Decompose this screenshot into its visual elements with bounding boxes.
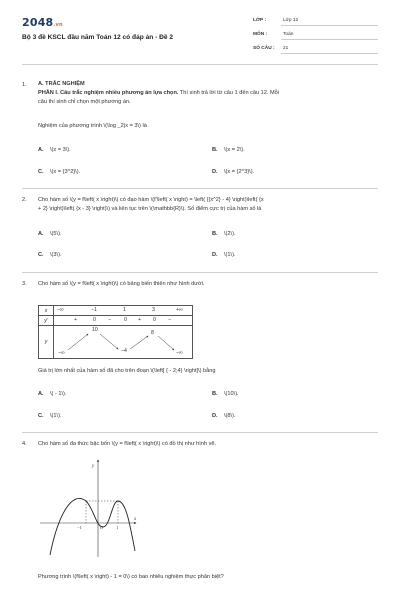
y-value: −4 [121, 348, 127, 354]
q1-option-b[interactable] [212, 147, 245, 153]
option-key: B. [212, 147, 218, 153]
site-logo[interactable] [22, 16, 63, 29]
question-1-number: 1. [22, 82, 27, 88]
var-table-x-label: x [39, 306, 54, 316]
question-2-line-1: Cho hàm số \(y = f\left( x \right)\) có đạo hàm \(f'\left( x \right) = \left( {{x^2} - 4} \right)\left( {x [38, 197, 264, 203]
x-value: 3 [152, 307, 155, 313]
var-table-x-row [54, 306, 193, 316]
question-4-number: 4. [22, 441, 27, 447]
arrow-up [68, 334, 88, 350]
q2-option-a[interactable] [38, 231, 62, 237]
option-text: \(x = {2^3}\). [224, 169, 255, 175]
option-text: \(1\). [224, 252, 236, 258]
sign-value: − [108, 317, 112, 323]
sign-value: + [74, 317, 78, 323]
divider-q3 [22, 432, 378, 433]
instructions-line-2: câu thí sinh chỉ chọn một phương án. [38, 99, 131, 105]
q2-option-d[interactable] [212, 252, 236, 258]
header-divider [22, 64, 378, 65]
question-4-line-2: Phương trình \(f\left( x \right) - 1 = 0\) có bao nhiêu nghiệm thực phân biệt? [38, 574, 224, 580]
q3-option-c[interactable] [38, 413, 62, 419]
q3-option-b[interactable] [212, 391, 239, 397]
divider-q2 [22, 272, 378, 273]
y-value: 8 [151, 330, 154, 336]
var-table-sign-row [54, 316, 193, 326]
question-2-line-2: + 2} \right)\left( {x - 3} \right)\) và liên tục trên \(\mathbb{R}\). Số điểm cực trị của hàm số là [38, 206, 262, 212]
x-value: +∞ [176, 307, 183, 313]
var-table-y-label: y [39, 326, 54, 359]
subject-underline [281, 39, 378, 40]
question-3-line-1: Cho hàm số \(y = f\left( x \right)\) có bảng biến thiên như hình dưới. [38, 281, 205, 287]
subject-label: MÔN : [253, 32, 268, 37]
option-text: \(10\). [224, 391, 239, 397]
function-curve [50, 498, 135, 555]
divider-q1 [22, 188, 378, 189]
instructions-line-1: Thí sinh trả lời từ câu 1 đến câu 12. Mỗi [178, 90, 280, 96]
y-value: 10 [92, 327, 98, 333]
option-text: \(x = 3\). [50, 147, 71, 153]
option-text: \(8\). [224, 413, 236, 419]
section-title: A. TRẮC NGHIỆM [38, 81, 85, 87]
sign-value: 0 [124, 317, 127, 323]
option-text: \(5\). [50, 231, 62, 237]
class-label: LỚP : [253, 18, 267, 23]
class-underline [281, 25, 378, 26]
option-text: \(2\). [224, 231, 236, 237]
option-key: D. [212, 252, 218, 258]
arrow-up [130, 336, 148, 349]
part-title: PHẦN I. Câu trắc nghiệm nhiều phương án lựa chọn. [38, 90, 179, 96]
option-key: B. [212, 391, 218, 397]
y-value: −∞ [58, 350, 65, 356]
option-text: \(x = {3^2}\). [50, 169, 81, 175]
x-value: −1 [91, 307, 97, 313]
x-axis-label: x [134, 517, 137, 522]
subject-value: Toán [283, 32, 294, 37]
part-instructions [38, 89, 378, 98]
option-key: B. [212, 231, 218, 237]
y-axis-label: y [92, 464, 95, 469]
q2-option-b[interactable] [212, 231, 236, 237]
sign-value: 0 [153, 317, 156, 323]
option-text: \(1\). [50, 413, 62, 419]
class-value: Lớp 12 [283, 18, 299, 23]
question-2-number: 2. [22, 197, 27, 203]
var-table-yp-label: y' [39, 316, 54, 326]
arrow-down [158, 336, 174, 350]
sign-value: + [138, 317, 142, 323]
tick-label-one: 1 [116, 525, 119, 530]
x-value: −∞ [57, 307, 64, 313]
q3-option-a[interactable] [38, 391, 66, 397]
q3-option-d[interactable] [212, 413, 236, 419]
option-key: A. [38, 147, 44, 153]
variation-table [38, 305, 193, 359]
origin-label: O [100, 525, 104, 530]
option-key: D. [212, 169, 218, 175]
option-text: \(3\). [50, 252, 62, 258]
question-3-line-2: Giá trị lớn nhất của hàm số đã cho trên đoạn \(\left[ { - 2;4} \right]\) bằng [38, 368, 216, 374]
y-value: −∞ [176, 350, 183, 356]
q1-option-c[interactable] [38, 169, 80, 175]
sign-value: 0 [93, 317, 96, 323]
option-text: \( - 1\). [50, 391, 67, 397]
option-key: C. [38, 252, 44, 258]
option-key: C. [38, 413, 44, 419]
option-key: A. [38, 391, 44, 397]
var-table-y-row [54, 326, 193, 359]
count-underline [281, 53, 378, 54]
logo-suffix: .vn [53, 22, 63, 28]
option-key: C. [38, 169, 44, 175]
arrow-down [100, 334, 118, 349]
count-label: SỐ CÂU : [253, 46, 275, 51]
quartic-graph [36, 455, 146, 560]
option-text: \(x = 2\). [224, 147, 245, 153]
variation-arrows [54, 326, 192, 358]
document-title: Bộ 3 đề KSCL đầu năm Toán 12 có đáp án - Đề 2 [22, 34, 174, 41]
option-key: D. [212, 413, 218, 419]
question-3-number: 3. [22, 281, 27, 287]
q1-option-d[interactable] [212, 169, 254, 175]
sign-value: − [168, 317, 172, 323]
q1-option-a[interactable] [38, 147, 71, 153]
tick-label-neg-one: −1 [77, 525, 82, 530]
q2-option-c[interactable] [38, 252, 62, 258]
x-value: 1 [123, 307, 126, 313]
question-1-text: Nghiệm của phương trình \(\log _2|x = 3\) là [38, 123, 147, 129]
question-4-line-1: Cho hàm số đa thức bậc bốn \(y = f\left( x \right)\) có đồ thị như hình vẽ. [38, 441, 217, 447]
logo-text: 2048 [22, 16, 54, 29]
option-key: A. [38, 231, 44, 237]
count-value: 21 [283, 46, 289, 51]
